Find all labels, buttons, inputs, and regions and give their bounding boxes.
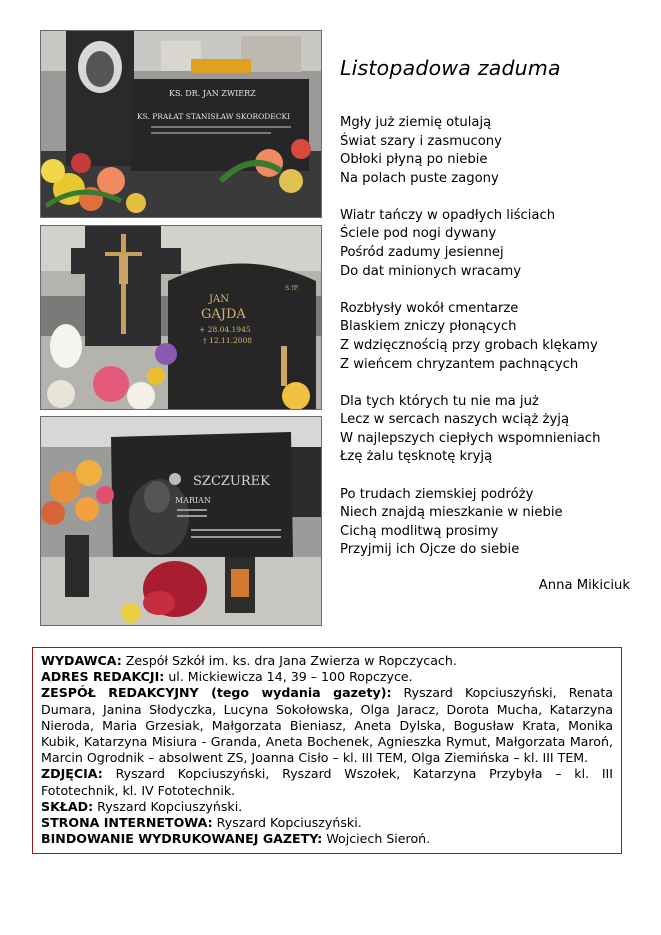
poem-line: Mgły już ziemię otulają xyxy=(340,115,492,130)
photo-grave-szczurek xyxy=(40,416,322,626)
credits-value: Wojciech Sieroń. xyxy=(322,831,431,847)
headstone-surname: SZCZUREK xyxy=(193,474,270,489)
poem xyxy=(340,56,632,593)
editorial-credits-box xyxy=(32,647,622,854)
headstone-surname: GAJDA xyxy=(201,307,246,322)
poem-line: Obłoki płyną po niebie xyxy=(340,152,488,168)
poem-line: Z wdzięcznością przy grobach klękamy xyxy=(340,337,598,353)
poem-line: Łzę żalu tęsknotę kryją xyxy=(340,449,493,465)
credits-value: Ryszard Kopciuszyński. xyxy=(93,798,243,814)
credits-label: BINDOWANIE WYDRUKOWANEJ GAZETY: xyxy=(41,831,323,847)
headstone-text-1: KS. DR. JAN ZWIERZ xyxy=(169,89,256,98)
poem-line: Wiatr tańczy w opadłych liściach xyxy=(340,207,556,223)
headstone-firstname: MARIAN xyxy=(175,496,211,505)
credits-label: ADRES REDAKCJI: xyxy=(41,669,165,685)
credits-label: SKŁAD: xyxy=(41,798,94,814)
credits-website xyxy=(41,815,613,831)
poem-line: Przyjmij ich Ojcze do siebie xyxy=(340,542,520,558)
stanza xyxy=(340,486,632,560)
credits-label: STRONA INTERNETOWA: xyxy=(41,815,213,831)
credits-value: Ryszard Kopciuszyński, Renata Dumara, Janina Słodyczka, Lucyna Sokołowska, Olga Jaracz, Dorota Mucha, Katarzyna Nieroda, Maria Grzesiak, Małgorzata Bieniasz, Aneta Dylska, Bogusław Krata, Monika Kubik, Katarzyna Misiura - Granda, Aneta Bochenek, Agnieszka Rymut, Małgorzata Maroń, Marcin Ogrodnik – absolwent ZS, Joanna Cisło – kl. III TEM, Olga Ziemińska – kl. III TEM. xyxy=(41,685,613,766)
stanza xyxy=(340,207,632,281)
headstone-died: † 12.11.2008 xyxy=(203,336,253,345)
headstone-spoczywaj: S.†P. xyxy=(285,285,299,292)
poem-line: Dla tych których tu nie ma już xyxy=(340,393,539,409)
poem-line: Ściele pod nogi dywany xyxy=(340,226,497,242)
headstone-born: + 28.04.1945 xyxy=(199,325,251,334)
credits-label: WYDAWCA: xyxy=(41,653,122,668)
headstone-name: JAN xyxy=(209,294,229,305)
credits-binding xyxy=(41,831,613,847)
headstone-text-2: KS. PRAŁAT STANISŁAW SKORODECKI xyxy=(137,112,291,121)
credits-label: ZESPÓŁ REDAKCYJNY (tego wydania gazety): xyxy=(41,685,392,701)
credits-photos xyxy=(41,766,613,798)
poem-line: Na polach puste zagony xyxy=(340,170,499,186)
credits-label: ZDJĘCIA: xyxy=(41,766,103,782)
poem-line: Cichą modlitwą prosimy xyxy=(340,523,499,539)
credits-typesetting xyxy=(41,799,613,815)
credits-value: Zespół Szkół im. ks. dra Jana Zwierza w Ropczycach. xyxy=(121,653,457,668)
credits-value: ul. Mickiewicza 14, 39 – 100 Ropczyce. xyxy=(164,669,413,685)
stanza xyxy=(340,114,632,188)
poem-line: Po trudach ziemskiej podróży xyxy=(340,486,534,502)
photo-grave-gajda xyxy=(40,225,322,410)
poem-line: Pośród zadumy jesiennej xyxy=(340,245,504,261)
poem-line: Świat szary i zasmucony xyxy=(340,133,502,149)
poem-line: Blaskiem zniczy płonących xyxy=(340,319,517,335)
poem-line: Niech znajdą mieszkanie w niebie xyxy=(340,505,563,521)
stanza xyxy=(340,393,632,467)
credits-value: Ryszard Kopciuszyński, Ryszard Wszołek, Katarzyna Przybyła – kl. III Fototechnik, kl. IV Fototechnik. xyxy=(41,766,613,798)
poem-line: Rozbłysły wokół cmentarze xyxy=(340,300,519,316)
poem-title: Listopadowa zaduma xyxy=(340,56,561,80)
credits-publisher xyxy=(41,653,613,669)
stanza xyxy=(340,300,632,374)
poem-author: Anna Mikiciuk xyxy=(538,578,630,594)
credits-editorial-team xyxy=(41,685,613,766)
credits-value: Ryszard Kopciuszyński. xyxy=(212,815,362,831)
credits-address xyxy=(41,669,613,685)
poem-line: Lecz w sercach naszych wciąż żyją xyxy=(340,412,570,428)
poem-line: Do dat minionych wracamy xyxy=(340,263,522,279)
photo-grave-zwierz xyxy=(40,30,322,218)
poem-line: W najlepszych ciepłych wspomnieniach xyxy=(340,430,601,446)
poem-line: Z wieńcem chryzantem pachnących xyxy=(340,356,579,372)
